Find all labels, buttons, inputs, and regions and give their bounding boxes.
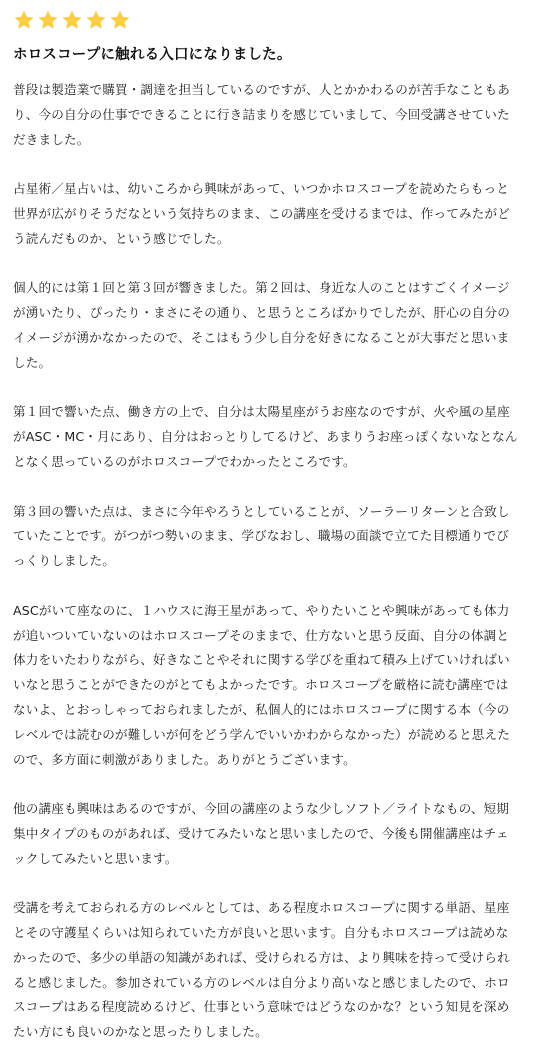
review-paragraph: 第３回の響いた点は、まさに今年やろうとしていることが、ソーラーリターンと合致していたことです。がつがつ勢いのまま、学びなおし、職場の面談で立てた目標通りでびっくりしました。 [13, 503, 510, 569]
star-icon [109, 9, 131, 31]
star-icon [85, 9, 107, 31]
star-rating [13, 8, 520, 32]
review-paragraph: 普段は製造業で購買・調達を担当しているのですが、人とかかわるのが苦手なこともあり、今の自分の仕事でできることに行き詰まりを感じていまして、今回受講させていただきました。 [13, 82, 511, 147]
review-title: ホロスコープに触れる入口になりました。 [13, 47, 292, 63]
star-icon [13, 9, 35, 31]
star-icon [37, 9, 59, 31]
review-paragraph: ASCがいて座なのに、１ハウスに海王星があって、やりたいことや興味があっても体力が追いついていないのはホロスコープそのままで、仕方ないと思う反面、自分の体調と体力をいたわりながら、好きなことやそれに関する学びを重ねて積み上げていければいいなと思うことができたのがとてもよかったです。ホロスコープを厳格に読む講座ではないよ、とおっしゃっておられましたが、私個人的にはホロスコープに関する本（今のレベルでは読むのが難しいが何をどう学んでいいかわからなかった）が読めると思えたので、多方面に刺激がありました。ありがとうございます。 [13, 602, 511, 767]
review-paragraph: 第１回で響いた点、働き方の上で、自分は太陽星座がうお座なのですが、火や風の星座がASC・MC・月にあり、自分はおっとりしてるけど、あまりうお座っぽくないなとなんとなく思っているのがホロスコープでわかったところです。 [13, 404, 518, 469]
review-paragraph: 他の講座も興味はあるのですが、今回の講座のような少しソフト／ライトなもの、短期集中タイプのものがあれば、受けてみたいなと思いましたので、今後も開催講座はチェックしてみたいと思います。 [13, 801, 510, 866]
review-paragraph: 占星術／星占いは、幼いころから興味があって、いつかホロスコープを読めたらもっと世界が広がりそうだなという気持ちのまま、この講座を受けるまでは、作ってみたがどう読んだものか、という感じでした。 [13, 181, 511, 246]
review-body [13, 78, 520, 1045]
review-paragraph: 個人的には第１回と第３回が響きました。第２回は、身近な人のことはすごくイメージが湧いたり、ぴったり・まさにその通り、と思うところばかりでしたが、肝心の自分のイメージが湧かなかったので、そこはもう少し自分を好きになることが大事だと思いました。 [13, 280, 511, 370]
star-icon [61, 9, 83, 31]
review-paragraph: 受講を考えておられる方のレベルとしては、ある程度ホロスコープに関する単語、星座とその守護星くらいは知られていた方が良いと思います。自分もホロスコープは読めなかったので、多少の単語の知識があれば、受けられる方は、より興味を持って受けられると感じました。参加されている方のレベルは自分より高いなと感じましたので、ホロスコープはある程度読めるけど、仕事という意味ではどうなのかな？という知見を深めたい方にも良いのかなと思ったりしました。 [13, 900, 510, 1040]
